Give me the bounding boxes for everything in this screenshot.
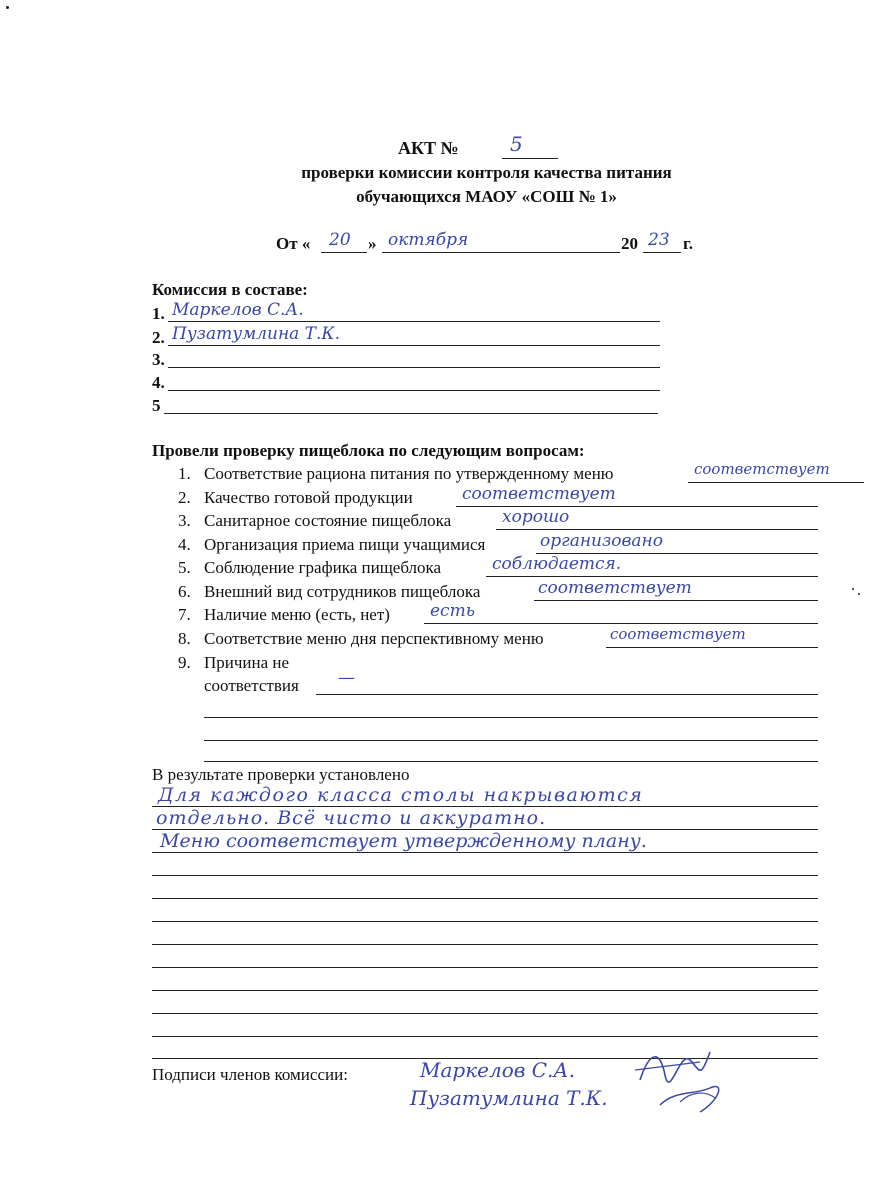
act-number: 5 bbox=[510, 132, 523, 156]
item-answer-rule bbox=[486, 576, 818, 577]
act-title bbox=[398, 138, 459, 159]
item-number: 5. bbox=[178, 558, 191, 577]
scan-speck bbox=[6, 6, 9, 9]
item-number: 8. bbox=[178, 629, 191, 648]
member-rule bbox=[168, 345, 660, 346]
result-line: Для каждого класса столы накрываются bbox=[158, 784, 644, 806]
item-answer: соответствует bbox=[538, 578, 692, 598]
item-answer-rule bbox=[688, 482, 864, 483]
commission-title: Комиссия в составе: bbox=[152, 280, 308, 299]
member-name: Маркелов С.А. bbox=[172, 300, 304, 320]
item-text: Санитарное состояние пищеблока bbox=[204, 511, 452, 530]
date-year-prefix: 20 bbox=[621, 234, 638, 253]
item-answer-rule bbox=[316, 694, 818, 695]
act-subtitle-line2: обучающихся МАОУ «СОШ № 1» bbox=[356, 187, 617, 206]
member-number: 5 bbox=[152, 396, 161, 415]
item-answer: соответствует bbox=[462, 484, 616, 504]
signature-scribble bbox=[620, 1040, 730, 1120]
blank-rule bbox=[204, 717, 818, 718]
item-text: Организация приема пищи учащимися bbox=[204, 535, 486, 554]
item-answer: соответствует bbox=[610, 625, 746, 643]
blank-rule bbox=[204, 761, 818, 762]
inspection-title: Провели проверку пищеблока по следующим вопросам: bbox=[152, 441, 585, 460]
result-rule bbox=[152, 898, 818, 899]
member-number: 1. bbox=[152, 304, 165, 323]
item-answer: есть bbox=[430, 601, 475, 621]
item-answer: соответствует bbox=[694, 460, 830, 478]
item-answer: соблюдается. bbox=[492, 554, 622, 574]
member-name: Пузатумлина Т.К. bbox=[172, 324, 340, 344]
member-number: 3. bbox=[152, 350, 165, 369]
result-rule bbox=[152, 967, 818, 968]
result-title: В результате проверки установлено bbox=[152, 765, 410, 784]
act-number-rule bbox=[502, 158, 558, 159]
item-text: Наличие меню (есть, нет) bbox=[204, 605, 390, 624]
item-text: Соответствие рациона питания по утвержденному меню bbox=[204, 464, 614, 483]
item-number: 4. bbox=[178, 535, 191, 554]
item-answer: хорошо bbox=[502, 507, 570, 527]
result-rule bbox=[152, 921, 818, 922]
date-year-end: г. bbox=[683, 234, 694, 253]
act-label: АКТ № bbox=[398, 138, 459, 158]
date-month: октября bbox=[388, 230, 469, 250]
scan-speck bbox=[858, 593, 860, 595]
result-rule bbox=[152, 875, 818, 876]
date-month-rule bbox=[382, 252, 620, 253]
item-text: Причина не bbox=[204, 653, 290, 672]
member-rule bbox=[168, 390, 660, 391]
date-year-rule bbox=[643, 252, 681, 253]
result-rule bbox=[152, 944, 818, 945]
result-rule bbox=[152, 1013, 818, 1014]
date-day: 20 bbox=[329, 230, 351, 250]
item-text: Соблюдение графика пищеблока bbox=[204, 558, 442, 577]
member-rule bbox=[164, 413, 658, 414]
signature-name: Пузатумлина Т.К. bbox=[410, 1086, 608, 1110]
item-answer: — bbox=[338, 668, 355, 688]
blank-rule bbox=[204, 740, 818, 741]
result-rule bbox=[152, 990, 818, 991]
date-mid: » bbox=[368, 234, 377, 253]
act-subtitle-line1: проверки комиссии контроля качества питания bbox=[301, 163, 672, 182]
item-answer-rule bbox=[534, 600, 818, 601]
member-number: 4. bbox=[152, 373, 165, 392]
date-day-rule bbox=[321, 252, 367, 253]
signature-name: Маркелов С.А. bbox=[420, 1058, 575, 1082]
scan-speck bbox=[852, 588, 854, 590]
item-number: 7. bbox=[178, 605, 191, 624]
result-rule bbox=[152, 1036, 818, 1037]
item-answer: организовано bbox=[540, 531, 663, 551]
item-text: Соответствие меню дня перспективному меню bbox=[204, 629, 544, 648]
item-answer-rule bbox=[606, 647, 818, 648]
item-number: 3. bbox=[178, 511, 191, 530]
member-rule bbox=[168, 367, 660, 368]
item-number: 2. bbox=[178, 488, 191, 507]
item-number: 6. bbox=[178, 582, 191, 601]
result-line: Меню соответствует утвержденному плану. bbox=[160, 830, 647, 852]
signatures-label: Подписи членов комиссии: bbox=[152, 1065, 348, 1084]
item-text: Качество готовой продукции bbox=[204, 488, 413, 507]
result-rule bbox=[152, 852, 818, 853]
result-line: отдельно. Всё чисто и аккуратно. bbox=[156, 807, 547, 829]
item-number: 1. bbox=[178, 464, 191, 483]
item-text-line2: соответствия bbox=[204, 676, 299, 695]
item-text: Внешний вид сотрудников пищеблока bbox=[204, 582, 481, 601]
item-answer-rule bbox=[496, 529, 818, 530]
item-number: 9. bbox=[178, 653, 191, 672]
member-number: 2. bbox=[152, 328, 165, 347]
date-year-suffix: 23 bbox=[648, 230, 670, 250]
date-prefix: От « bbox=[276, 234, 311, 253]
item-answer-rule bbox=[424, 623, 818, 624]
member-rule bbox=[168, 321, 660, 322]
